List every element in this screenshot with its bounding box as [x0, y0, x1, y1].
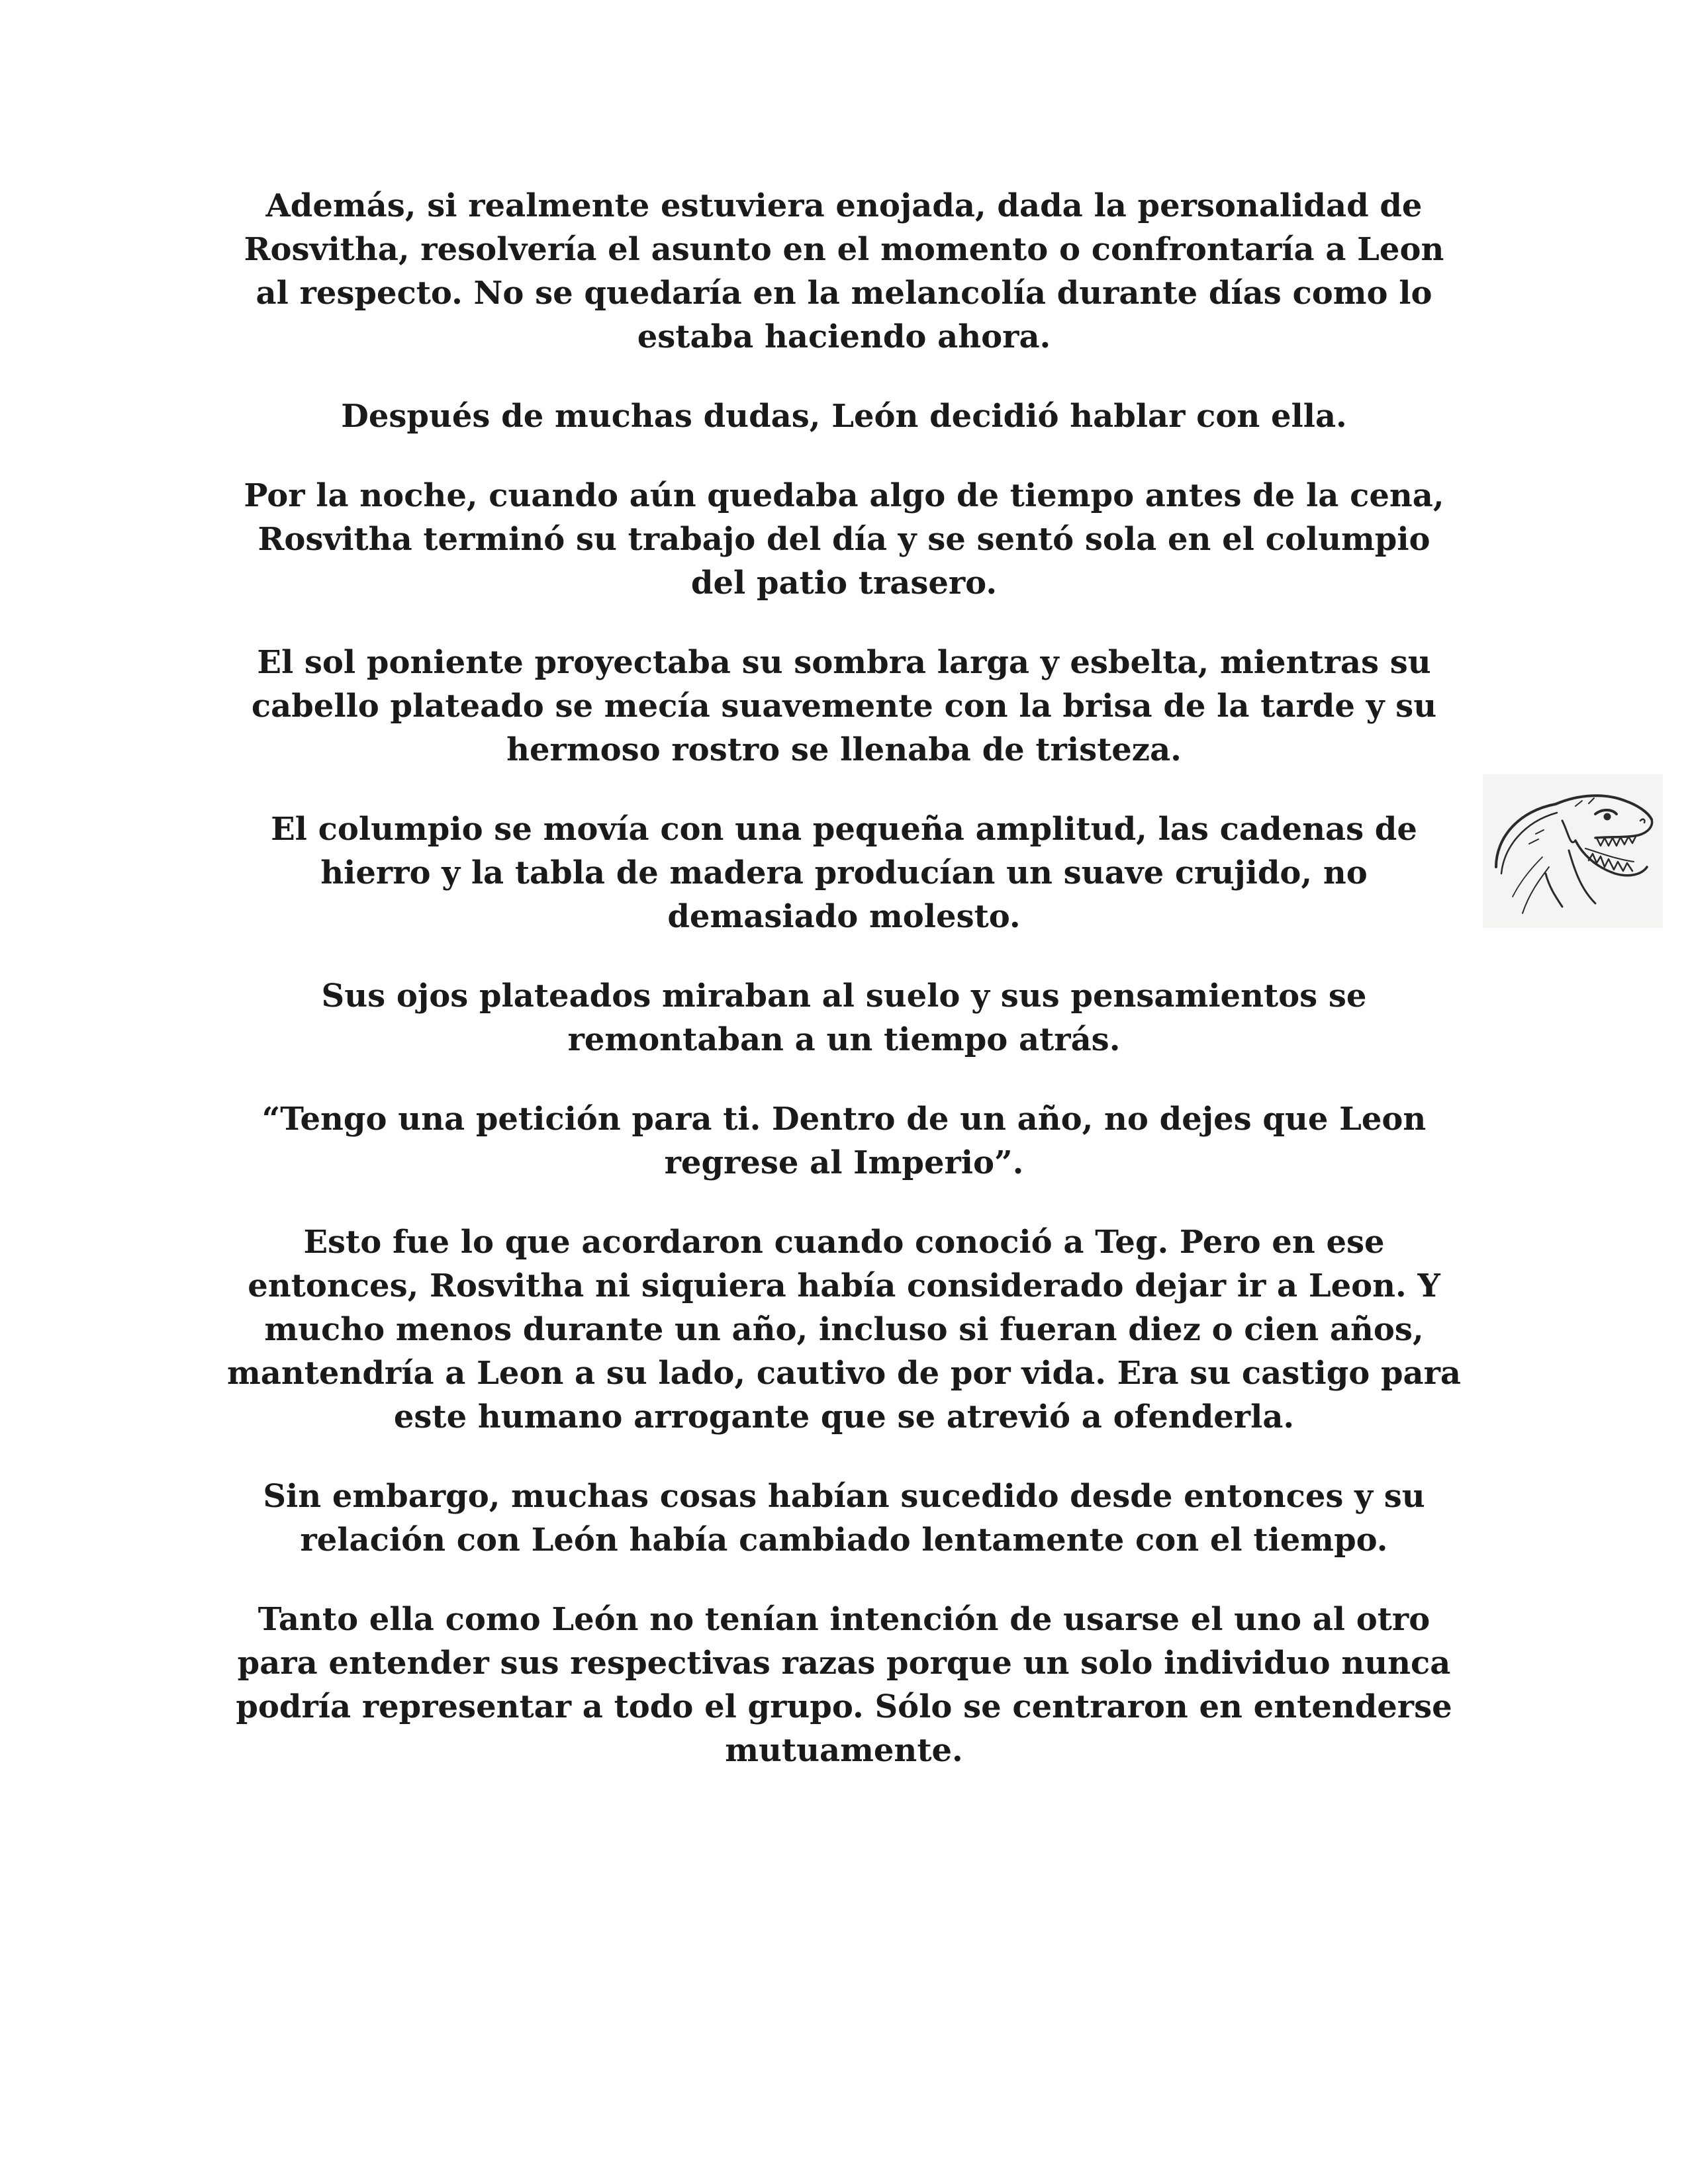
- paragraph: Después de muchas dudas, León decidió hablar con ella.: [341, 398, 1347, 435]
- paragraph: “Tengo una petición para ti. Dentro de un año, no dejes que Leon regrese al Imperio”.: [261, 1101, 1427, 1181]
- paragraph: Tanto ella como León no tenían intención de usarse el uno al otro para entender sus respectivas razas porque un solo individuo nunca podría representar a todo el grupo. Sólo se centraron en entenderse mutuamente.: [236, 1601, 1452, 1769]
- paragraph: Sin embargo, muchas cosas habían sucedido desde entonces y su relación con León había cambiado lentamente con el tiempo.: [263, 1478, 1425, 1559]
- paragraph: El sol poniente proyectaba su sombra larga y esbelta, mientras su cabello plateado se mecía suavemente con la brisa de la tarde y su hermoso rostro se llenaba de tristeza.: [251, 644, 1437, 768]
- paragraph: Además, si realmente estuviera enojada, dada la personalidad de Rosvitha, resolvería el asunto en el momento o confrontaría a Leon al respecto. No se quedaría en la melancolía durante días como lo estaba haciendo ahora.: [244, 187, 1444, 355]
- paragraph: Sus ojos plateados miraban al suelo y sus pensamientos se remontaban a un tiempo atrás.: [321, 978, 1367, 1058]
- paragraph: El columpio se movía con una pequeña amplitud, las cadenas de hierro y la tabla de madera producían un suave crujido, no demasiado molesto.: [271, 811, 1417, 935]
- paragraph: Esto fue lo que acordaron cuando conoció a Teg. Pero en ese entonces, Rosvitha ni siquiera había considerado dejar ir a Leon. Y mucho menos durante un año, incluso si fueran diez o cien años, mantendría a Leon a su lado, cautivo de por vida. Era su castigo para este humano arrogante que se atrevió a ofenderla.: [226, 1224, 1462, 1435]
- document-body: [225, 184, 1463, 1808]
- paragraph: Por la noche, cuando aún quedaba algo de tiempo antes de la cena, Rosvitha terminó su trabajo del día y se sentó sola en el columpio del patio trasero.: [244, 477, 1444, 602]
- dinosaur-head-sketch-icon: [1483, 774, 1663, 928]
